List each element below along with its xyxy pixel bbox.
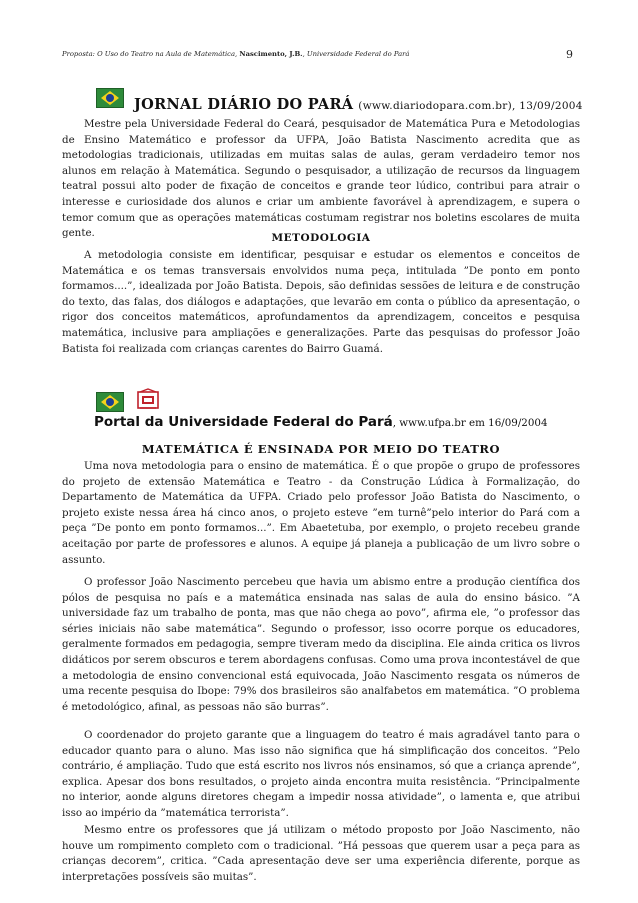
metodologia-paragraph: A metodologia consiste em identificar, pesquisar e estudar os elementos e conceitos de Matemática e os temas transversais envolvidos numa peça, intitulada ”De ponto em ponto formamos....”, idealizada por João Batista. Depois, são definidas sessões de leitura e de construção do texto, das falas, dos diálogos e adaptações, que levarão em conta o público da apresentação, o rigor dos conceitos matemáticos, aprofundamentos da aprendizagem, conceitos e pesquisa matemática, inclusive para ampliações e generalizações. Parte das pesquisas do professor João Batista foi realizada com crianças carentes do Bairro Guamá. (62, 249, 580, 355)
jornal-masthead (134, 96, 583, 113)
running-head-title: Proposta: O Uso do Teatro na Aula de Matemática, (62, 50, 238, 58)
metodologia-heading: METODOLOGIA (271, 232, 371, 244)
portal-paragraph: O professor João Nascimento percebeu que havia um abismo entre a produção científica dos pólos de pesquisa no país e a matemática ensinada nas salas de aula do ensino básico. ”A universidade faz um trabalho de ponta, mas que não chega ao povo”, afirma ele, ”o professor das séries iniciais não sabe matemática”. Segundo o professor, isso ocorre porque os educadores, geralmente formados em pedagogia, sempre tiveram medo da disciplina. Ele ainda critica os livros didáticos por serem obscuros e terem abordagens confusas. Como uma prova incontestável de que a metodologia de ensino convencional está equivocada, João Nascimento resgata os números de uma recente pesquisa do Ibope: 79% dos brasileiros são analfabetos em matemática. ”O problema é metodológico, afinal, as pessoas não são burras”. (62, 576, 580, 713)
brazil-flag-icon (96, 392, 124, 412)
ufpa-seal-icon (136, 388, 160, 412)
jornal-title: JORNAL DIÁRIO DO PARÁ (134, 96, 354, 113)
running-head-separator: , (302, 50, 307, 58)
portal-title: Portal da Universidade Federal do Pará (94, 414, 393, 430)
running-head-author: Nascimento, J.B. (239, 50, 303, 58)
brazil-flag-icon (96, 88, 124, 108)
jornal-intro-paragraph: Mestre pela Universidade Federal do Ceará, pesquisador de Matemática Pura e Metodologias de Ensino Matemático e professor da UFPA, João Batista Nascimento acredita que as metodologias tradicionais, utilizadas em muitas salas de aulas, geram verdadeiro temor nos alunos em relação à Matemática. Segundo o pesquisador, a utilização de recursos da linguagem teatral possui alto poder de fixação de conceitos e grande teor lúdico, contribui para atrair o interesse e curiosidade dos alunos e criar um ambiente favorável à aprendizagem, e supera o temor comum que as operações matemáticas costumam registrar nos boletins escolares de muita gente. (62, 118, 580, 240)
jornal-source: (www.diariodopara.com.br), 13/09/2004 (358, 100, 583, 112)
portal-masthead (94, 414, 548, 430)
portal-paragraph: Mesmo entre os professores que já utilizam o método proposto por João Nascimento, não houve um rompimento completo com o tradicional. ”Há pessoas que querem usar a peça para as crianças decorem”, critica. ”Cada apresentação deve ser uma experiência diferente, porque as interpretações possíveis são muitas”. (62, 824, 580, 883)
running-head-institution: Universidade Federal do Pará (306, 50, 410, 58)
portal-source: , www.ufpa.br em 16/09/2004 (392, 417, 548, 429)
article-heading: MATEMÁTICA É ENSINADA POR MEIO DO TEATRO (141, 442, 501, 456)
portal-paragraph: Uma nova metodologia para o ensino de matemática. É o que propõe o grupo de professores do projeto de extensão Matemática e Teatro - da Construção Lúdica à Formalização, do Departamento de Matemática da UFPA. Criado pelo professor João Batista do Nascimento, o projeto existe nessa área há cinco anos, o projeto esteve ”em turnê”pelo interior do Pará com a peça ”De ponto em ponto formamos...”. Em Abaetetuba, por exemplo, o projeto recebeu grande aceitação por parte de professores e alunos. A equipe já planeja a publicação de um livro sobre o assunto. (62, 460, 580, 566)
running-head (62, 50, 582, 58)
page-number: 9 (566, 48, 573, 61)
portal-paragraph: O coordenador do projeto garante que a linguagem do teatro é mais agradável tanto para o educador quanto para o aluno. Mas isso não significa que há simplificação dos conceitos. ”Pelo contrário, é ampliação. Tudo que está escrito nos livros nós ensinamos, só que a criança aprende”, explica. Apesar dos bons resultados, o projeto ainda encontra muita resistência. ”Principalmente no interior, aonde alguns diretores chegam a impedir nossa atividade”, o lamenta e, que atribui isso ao império da ”matemática terrorista”. (62, 729, 580, 819)
